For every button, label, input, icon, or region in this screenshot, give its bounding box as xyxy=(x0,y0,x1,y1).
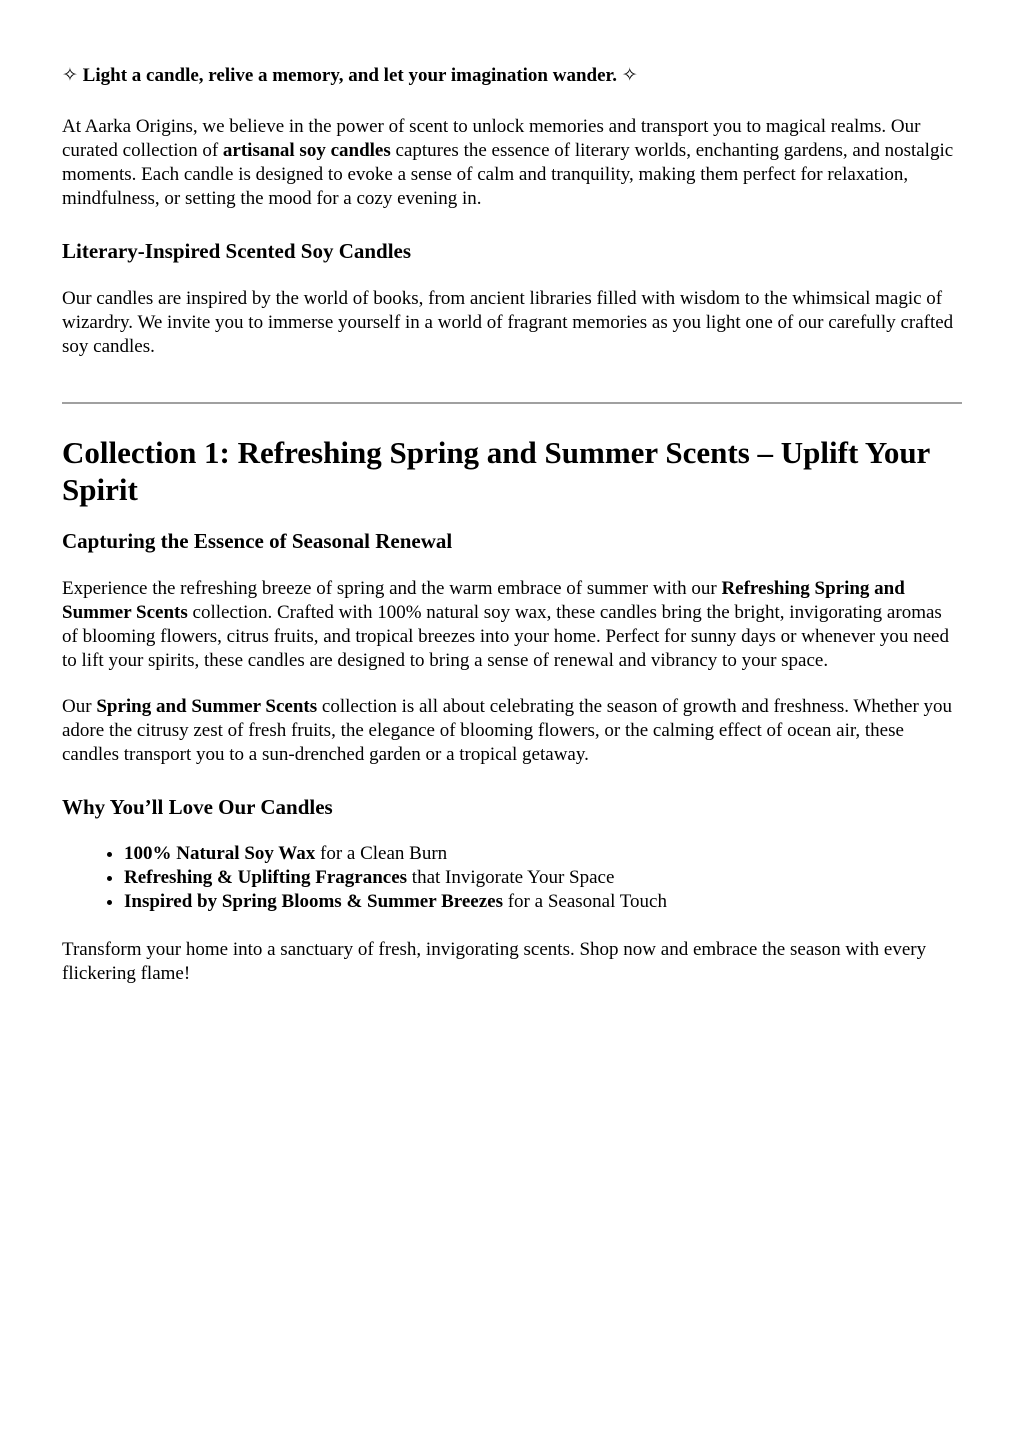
experience-text-start: Experience the refreshing breeze of spring and the warm embrace of summer with our xyxy=(62,578,722,599)
list-item xyxy=(124,890,962,914)
feature-title: Refreshing & Uplifting Fragrances xyxy=(124,867,408,888)
why-heading: Why You’ll Love Our Candles xyxy=(62,795,333,819)
document-page xyxy=(62,62,962,986)
intro-text-start: At Aarka Origins, we believe in the power of scent to unlock memories and transport you to magical realms. Our curated collection of xyxy=(62,116,921,161)
literary-heading: Literary-Inspired Scented Soy Candles xyxy=(62,239,412,263)
feature-title: Inspired by Spring Blooms & Summer Breezes xyxy=(124,891,503,912)
feature-description: that Invigorate Your Space xyxy=(407,867,615,888)
tagline-text: Light a candle, relive a memory, and let your imagination wander. xyxy=(82,65,617,86)
literary-paragraph: Our candles are inspired by the world of books, from ancient libraries filled with wisdom to the whimsical magic of wizardry. We invite you to immerse yourself in a world of fragrant memories as you light one of our carefully crafted soy candles. xyxy=(62,288,954,357)
experience-paragraph xyxy=(62,577,962,673)
intro-emphasis: artisanal soy candles xyxy=(222,140,391,161)
feature-title: 100% Natural Soy Wax xyxy=(124,843,316,864)
intro-paragraph xyxy=(62,115,962,211)
spring-summer-paragraph xyxy=(62,695,962,767)
spring-summer-text-end: collection is all about celebrating the season of growth and freshness. Whether you adore the citrusy zest of fresh fruits, the elegance of blooming flowers, or the calming effect of ocean air, these candles transport you to a sun-drenched garden or a tropical getaway. xyxy=(62,696,953,765)
closing-paragraph: Transform your home into a sanctuary of fresh, invigorating scents. Shop now and embrace the season with every flickering flame! xyxy=(62,939,927,984)
experience-text-end: collection. Crafted with 100% natural soy wax, these candles bring the bright, invigorating aromas of blooming flowers, citrus fruits, and tropical breezes into your home. Perfect for sunny days or whenever you need to lift your spirits, these candles are designed to bring a sense of renewal and vibrancy to your space. xyxy=(62,602,949,671)
feature-description: for a Clean Burn xyxy=(315,843,448,864)
collection-subheading: Capturing the Essence of Seasonal Renewal xyxy=(62,529,453,553)
list-item xyxy=(124,866,962,890)
sparkles-icon: ✧ xyxy=(62,65,78,86)
feature-description: for a Seasonal Touch xyxy=(502,891,667,912)
sparkles-icon: ✧ xyxy=(621,65,638,86)
list-item xyxy=(124,842,962,866)
tagline xyxy=(62,64,962,88)
collection-heading: Collection 1: Refreshing Spring and Summer Scents – Uplift Your Spirit xyxy=(62,435,930,507)
spring-summer-text-start: Our xyxy=(62,696,97,717)
feature-list xyxy=(62,842,962,914)
experience-emphasis: Refreshing Spring and Summer Scents xyxy=(62,578,905,623)
section-divider xyxy=(62,402,962,404)
spring-summer-emphasis: Spring and Summer Scents xyxy=(96,696,318,717)
intro-text-end: captures the essence of literary worlds, enchanting gardens, and nostalgic moments. Each candle is designed to evoke a sense of calm and tranquility, making them perfect for relaxation, mindfulness, or setting the mood for a cozy evening in. xyxy=(62,140,954,209)
